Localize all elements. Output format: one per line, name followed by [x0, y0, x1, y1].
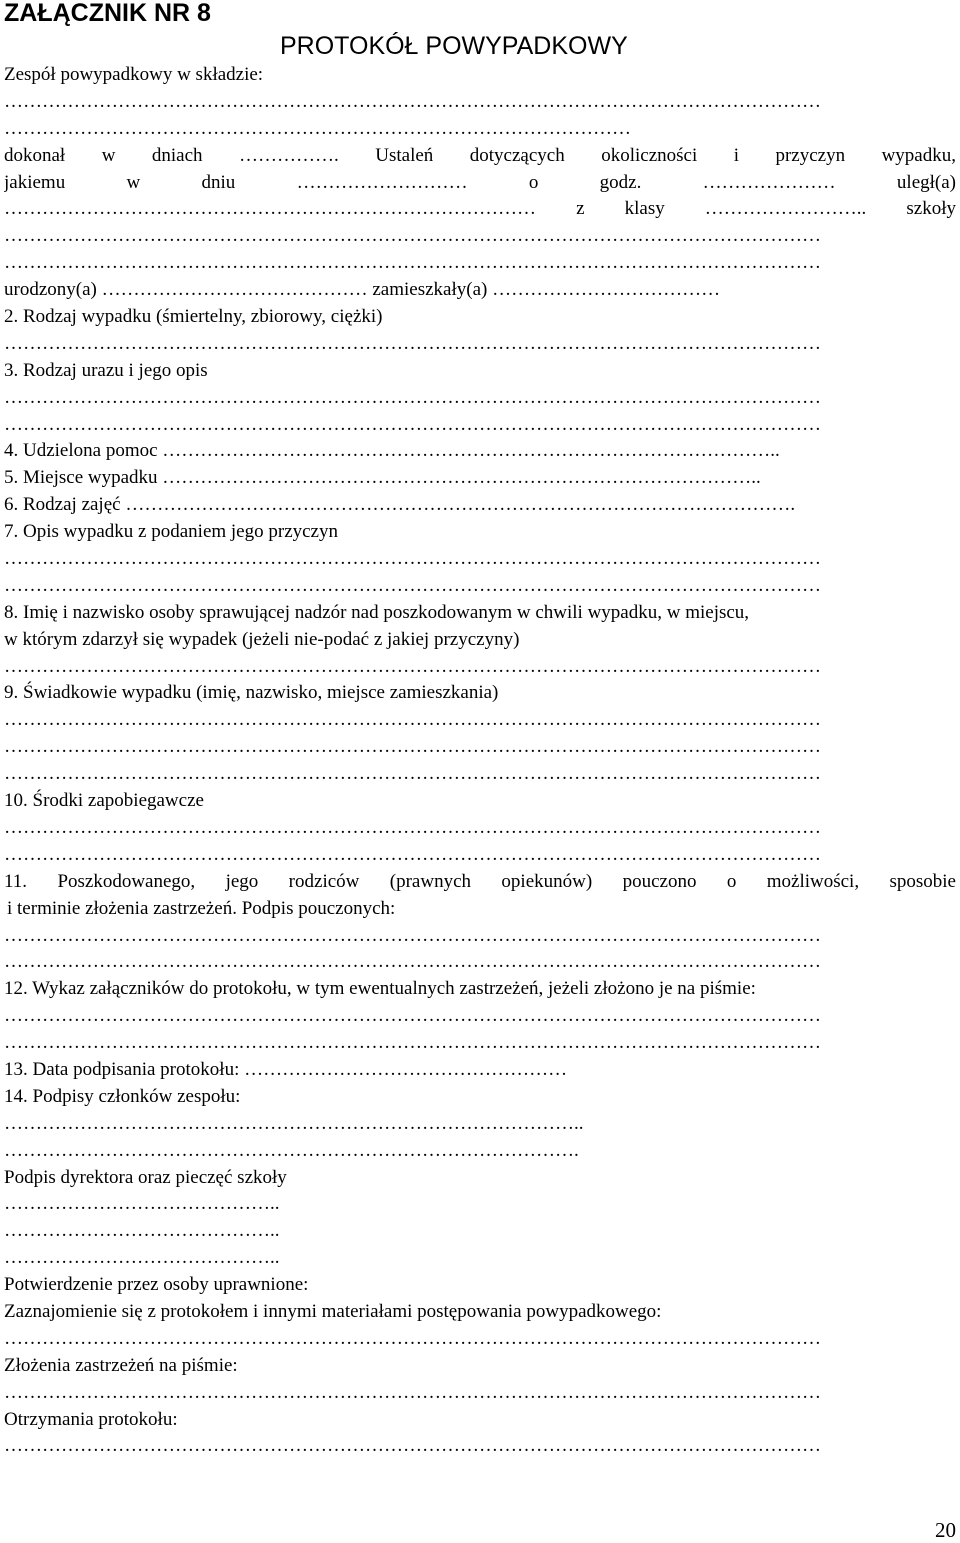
protocol-line: …………………………………………………………………………………………………………………: [4, 843, 821, 865]
page-number: 20: [935, 1518, 956, 1542]
protocol-line: dokonał w dniach ……………. Ustaleń dotyczących okoliczności i przyczyn wypadku,: [4, 144, 956, 166]
protocol-line: …………………………………………………………………………………………………………………: [4, 1005, 821, 1027]
protocol-line: 8. Imię i nazwisko osoby sprawującej nadzór nad poszkodowanym w chwili wypadku, w miejscu,: [4, 601, 750, 623]
protocol-line: 4. Udzielona pomoc ……………………………………………………………………………………..: [4, 440, 780, 462]
protocol-line: 14. Podpisy członków zespołu:: [4, 1085, 241, 1107]
protocol-line: 10. Środki zapobiegawcze: [4, 790, 204, 812]
protocol-line: …………………………………………………………………………………………………………………: [4, 574, 821, 596]
protocol-line: …………………………………………………………………………………………………………………: [4, 252, 821, 274]
protocol-line: Otrzymania protokołu:: [4, 1408, 178, 1430]
protocol-line: 6. Rodzaj zajęć …………………………………………………………………………………………….: [4, 494, 796, 516]
protocol-line: 3. Rodzaj urazu i jego opis: [4, 359, 208, 381]
protocol-line: …………………………………………………………………………………………………………………: [4, 1381, 821, 1403]
protocol-line: ……………………………………..: [4, 1247, 280, 1269]
protocol-line: jakiemu w dniu ……………………… o godz. ………………… uległ(a): [4, 171, 956, 193]
protocol-line: …………………………………………………………………………………………………………………: [4, 225, 821, 247]
protocol-line: …………………………………………………………………………………………………………………: [4, 1435, 821, 1457]
protocol-line: …………………………………………………………………………………………………………………: [4, 413, 821, 435]
protocol-line: 11. Poszkodowanego, jego rodziców (prawnych opiekunów) pouczono o możliwości, sposobie: [4, 870, 956, 892]
protocol-line: 5. Miejsce wypadku …………………………………………………………………………………..: [4, 467, 761, 489]
protocol-line: …………………………………………………………………………………………………………………: [4, 816, 821, 838]
protocol-line: Zespół powypadkowy w składzie:: [4, 64, 264, 85]
protocol-line: w którym zdarzył się wypadek (jeżeli nie-podać z jakiej przyczyny): [4, 628, 520, 650]
protocol-line: …………………………………………………………………………………………………………………: [4, 1032, 821, 1054]
protocol-line: …………………………………………………………………………………………………………………: [4, 763, 821, 785]
protocol-line: …………………………………………………………………………………………………………………: [4, 386, 821, 408]
protocol-body: [4, 62, 956, 1460]
protocol-line: …………………………………………………………………………………………………………………: [4, 736, 821, 758]
protocol-line: 12. Wykaz załączników do protokołu, w tym ewentualnych zastrzeżeń, jeżeli złożono je na piśmie:: [4, 978, 756, 1000]
attachment-heading: ZAŁĄCZNIK NR 8: [4, 0, 211, 27]
protocol-line: 9. Świadkowie wypadku (imię, nazwisko, miejsce zamieszkania): [4, 682, 499, 704]
protocol-line: Zaznajomienie się z protokołem i innymi materiałami postępowania powypadkowego:: [4, 1300, 662, 1322]
protocol-line: Potwierdzenie przez osoby uprawnione:: [4, 1274, 309, 1296]
protocol-line: ………………………………………………………………………………..: [4, 1112, 584, 1134]
protocol-line: ………………………………………………………………………………………: [4, 117, 631, 139]
protocol-line: …………………………………………………………………………………………………………………: [4, 709, 821, 731]
protocol-line: Złożenia zastrzeżeń na piśmie:: [4, 1354, 238, 1376]
protocol-line: 2. Rodzaj wypadku (śmiertelny, zbiorowy, ciężki): [4, 306, 383, 328]
protocol-line: 7. Opis wypadku z podaniem jego przyczyn: [4, 521, 338, 543]
protocol-line: i terminie złożenia zastrzeżeń. Podpis pouczonych:: [7, 897, 396, 919]
protocol-line: …………………………………………………………………………………………………………………: [4, 1327, 821, 1349]
protocol-line: ……………………………………..: [4, 1220, 280, 1242]
protocol-line: 13. Data podpisania protokołu: ……………………………………………: [4, 1058, 568, 1080]
protocol-line: ……………………………………..: [4, 1193, 280, 1215]
protocol-line: ……………………………………………………………………………….: [4, 1139, 579, 1161]
protocol-line: …………………………………………………………………………………………………………………: [4, 332, 821, 354]
protocol-line: Podpis dyrektora oraz pieczęć szkoły: [4, 1166, 287, 1188]
protocol-line: …………………………………………………………………………………………………………………: [4, 90, 821, 112]
protocol-line: ………………………………………………………………………… z klasy …………………….. szkoły: [4, 198, 956, 220]
protocol-line: …………………………………………………………………………………………………………………: [4, 655, 821, 677]
protocol-line: urodzony(a) …………………………………… zamieszkały(a) ………………………………: [4, 279, 721, 301]
protocol-title: PROTOKÓŁ POWYPADKOWY: [280, 32, 628, 60]
protocol-line: …………………………………………………………………………………………………………………: [4, 924, 821, 946]
protocol-line: …………………………………………………………………………………………………………………: [4, 548, 821, 570]
protocol-line: …………………………………………………………………………………………………………………: [4, 951, 821, 973]
